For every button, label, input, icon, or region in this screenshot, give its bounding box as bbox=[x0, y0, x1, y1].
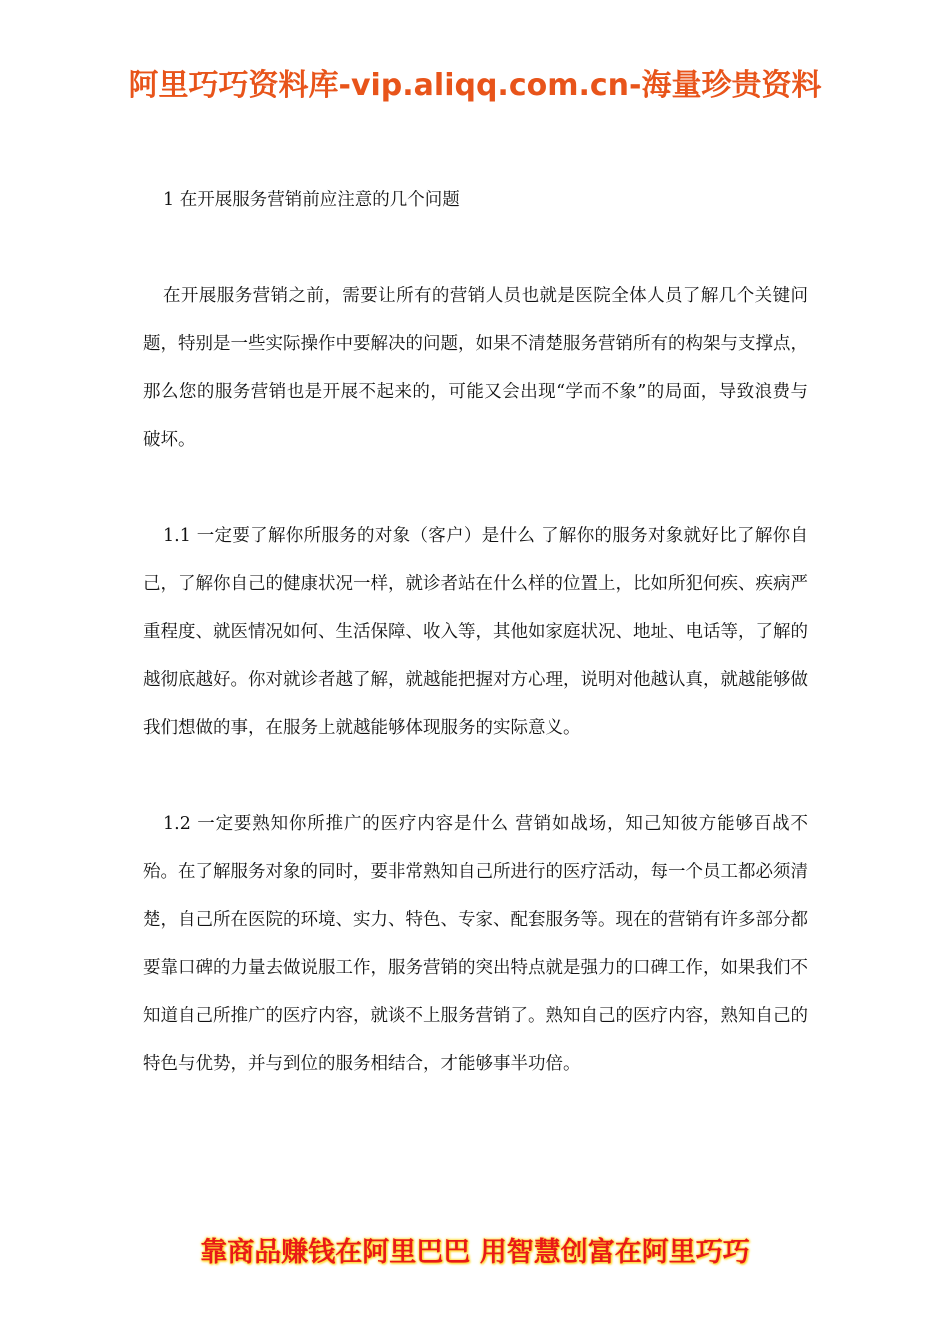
paragraph-1-2: 1.2 一定要熟知你所推广的医疗内容是什么 营销如战场，知己知彼方能够百战不殆。在了解服务对象的同时，要非常熟知自己所进行的医疗活动，每一个员工都必须清楚，自己所在医院的环境、实力、特色、专家、配套服务等。现在的营销有许多部分都要靠口碑的力量去做说服工作，服务营销的突出特点就是强力的口碑工作，如果我们不知道自己所推广的医疗内容，就谈不上服务营销了。熟知自己的医疗内容，熟知自己的特色与优势，并与到位的服务相结合，才能够事半功倍。 bbox=[143, 814, 808, 1074]
document-body bbox=[143, 176, 808, 1136]
paragraph-intro: 在开展服务营销之前，需要让所有的营销人员也就是医院全体人员了解几个关键问题，特别是一些实际操作中要解决的问题，如果不清楚服务营销所有的构架与支撑点，那么您的服务营销也是开展不起来的，可能又会出现“学而不象”的局面，导致浪费与破坏。 bbox=[143, 286, 808, 450]
footer-banner: 靠商品赚钱在阿里巴巴 用智慧创富在阿里巧巧 bbox=[200, 1237, 750, 1268]
header-banner: 阿里巧巧资料库-vip.aliqq.com.cn-海量珍贵资料 bbox=[128, 68, 822, 103]
paragraph-1-1: 1.1 一定要了解你所服务的对象（客户）是什么 了解你的服务对象就好比了解你自己，了解你自己的健康状况一样，就诊者站在什么样的位置上，比如所犯何疾、疾病严重程度、就医情况如何、生活保障、收入等，其他如家庭状况、地址、电话等，了解的越彻底越好。你对就诊者越了解，就越能把握对方心理，说明对他越认真，就越能够做我们想做的事，在服务上就越能够体现服务的实际意义。 bbox=[143, 526, 808, 738]
section-heading: 1 在开展服务营销前应注意的几个问题 bbox=[163, 190, 460, 210]
